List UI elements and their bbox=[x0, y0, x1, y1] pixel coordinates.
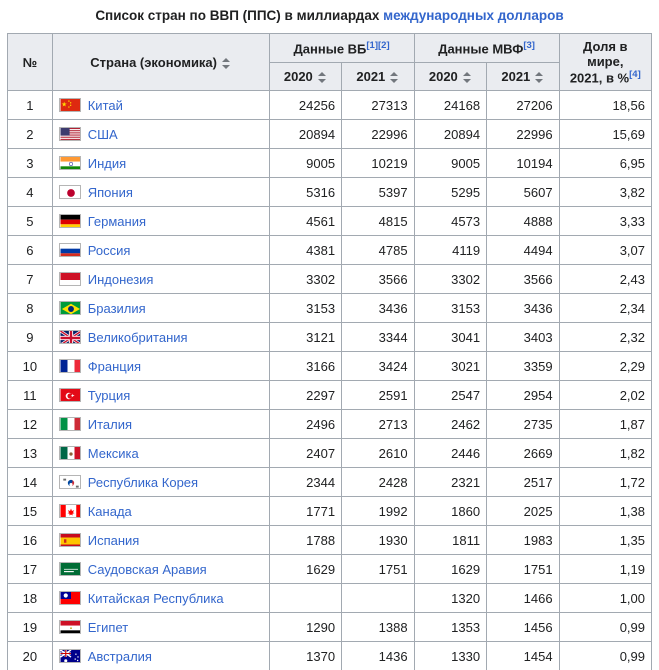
cell-world-share: 1,87 bbox=[559, 410, 651, 439]
table-row bbox=[8, 584, 652, 613]
table-row bbox=[8, 323, 652, 352]
cell-wb-2021: 2713 bbox=[342, 410, 415, 439]
cell-imf-2021: 1466 bbox=[487, 584, 560, 613]
cell-wb-2021: 1992 bbox=[342, 497, 415, 526]
cell-rank: 14 bbox=[8, 468, 53, 497]
cell-imf-2021: 27206 bbox=[487, 91, 560, 120]
cell-imf-2021: 3436 bbox=[487, 294, 560, 323]
sort-arrows-icon[interactable] bbox=[535, 72, 544, 83]
cell-wb-2021: 3436 bbox=[342, 294, 415, 323]
cell-wb-2020: 2496 bbox=[269, 410, 342, 439]
header-wb-2020[interactable] bbox=[269, 63, 342, 91]
header-imf-refs[interactable]: [3] bbox=[523, 39, 535, 51]
flag-icon bbox=[59, 127, 81, 141]
country-link[interactable]: Австралия bbox=[87, 648, 152, 664]
flag-icon bbox=[59, 185, 81, 199]
header-imf-2020-label: 2020 bbox=[428, 69, 458, 85]
cell-rank: 13 bbox=[8, 439, 53, 468]
cell-rank: 9 bbox=[8, 323, 53, 352]
flag-icon bbox=[59, 533, 81, 547]
flag-icon bbox=[59, 417, 81, 431]
table-row bbox=[8, 410, 652, 439]
cell-imf-2021: 5607 bbox=[487, 178, 560, 207]
table-row bbox=[8, 236, 652, 265]
cell-wb-2020: 1771 bbox=[269, 497, 342, 526]
country-link[interactable]: Турция bbox=[87, 387, 131, 403]
country-link[interactable]: Франция bbox=[87, 358, 142, 374]
cell-rank: 15 bbox=[8, 497, 53, 526]
cell-country bbox=[52, 149, 269, 178]
cell-wb-2021: 27313 bbox=[342, 91, 415, 120]
cell-imf-2020: 3021 bbox=[414, 352, 487, 381]
cell-wb-2021: 3566 bbox=[342, 265, 415, 294]
cell-wb-2020: 2344 bbox=[269, 468, 342, 497]
cell-rank: 17 bbox=[8, 555, 53, 584]
cell-wb-2021: 4785 bbox=[342, 236, 415, 265]
cell-world-share: 18,56 bbox=[559, 91, 651, 120]
country-link[interactable]: Китайская Республика bbox=[87, 590, 224, 606]
header-wb-2021-label: 2021 bbox=[356, 69, 386, 85]
cell-imf-2020: 1629 bbox=[414, 555, 487, 584]
header-wb-label: Данные ВБ bbox=[293, 41, 367, 57]
table-row bbox=[8, 555, 652, 584]
cell-imf-2020: 1330 bbox=[414, 642, 487, 670]
cell-country bbox=[52, 352, 269, 381]
header-wb-2020-label: 2020 bbox=[283, 69, 313, 85]
cell-imf-2020: 24168 bbox=[414, 91, 487, 120]
cell-country bbox=[52, 613, 269, 642]
cell-imf-2021: 1983 bbox=[487, 526, 560, 555]
cell-rank: 7 bbox=[8, 265, 53, 294]
cell-wb-2021: 1930 bbox=[342, 526, 415, 555]
cell-imf-2021: 2025 bbox=[487, 497, 560, 526]
flag-icon bbox=[59, 359, 81, 373]
sort-arrows-icon[interactable] bbox=[318, 72, 327, 83]
country-link[interactable]: Россия bbox=[87, 242, 131, 258]
country-link[interactable]: Бразилия bbox=[87, 300, 146, 316]
cell-wb-2021: 5397 bbox=[342, 178, 415, 207]
cell-rank: 18 bbox=[8, 584, 53, 613]
table-row bbox=[8, 294, 652, 323]
sort-arrows-icon[interactable] bbox=[222, 58, 231, 69]
cell-country bbox=[52, 439, 269, 468]
flag-icon bbox=[59, 301, 81, 315]
country-link[interactable]: Япония bbox=[87, 184, 133, 200]
cell-country bbox=[52, 526, 269, 555]
cell-world-share: 6,95 bbox=[559, 149, 651, 178]
header-imf-2021[interactable] bbox=[487, 63, 560, 91]
cell-country bbox=[52, 91, 269, 120]
country-link[interactable]: США bbox=[87, 126, 118, 142]
table-row bbox=[8, 642, 652, 670]
cell-imf-2020: 2547 bbox=[414, 381, 487, 410]
international-dollars-link[interactable]: международных долларов bbox=[383, 8, 564, 23]
cell-imf-2020: 3153 bbox=[414, 294, 487, 323]
cell-imf-2020: 20894 bbox=[414, 120, 487, 149]
table-header-row-1 bbox=[8, 33, 652, 62]
flag-icon bbox=[59, 272, 81, 286]
cell-wb-2020: 2407 bbox=[269, 439, 342, 468]
cell-country bbox=[52, 497, 269, 526]
header-share-ref[interactable]: [4] bbox=[629, 68, 641, 80]
cell-wb-2020: 5316 bbox=[269, 178, 342, 207]
cell-wb-2021: 3424 bbox=[342, 352, 415, 381]
cell-rank: 16 bbox=[8, 526, 53, 555]
table-row bbox=[8, 497, 652, 526]
cell-imf-2020: 1320 bbox=[414, 584, 487, 613]
cell-imf-2021: 4888 bbox=[487, 207, 560, 236]
header-share-line2: 2021, в % bbox=[569, 70, 630, 86]
cell-wb-2021: 4815 bbox=[342, 207, 415, 236]
cell-world-share: 3,33 bbox=[559, 207, 651, 236]
cell-world-share: 3,07 bbox=[559, 236, 651, 265]
cell-imf-2021: 2735 bbox=[487, 410, 560, 439]
cell-rank: 8 bbox=[8, 294, 53, 323]
cell-rank: 10 bbox=[8, 352, 53, 381]
cell-wb-2020: 3121 bbox=[269, 323, 342, 352]
cell-country bbox=[52, 120, 269, 149]
cell-wb-2021: 1436 bbox=[342, 642, 415, 670]
cell-imf-2020: 1811 bbox=[414, 526, 487, 555]
sort-arrows-icon[interactable] bbox=[390, 72, 399, 83]
cell-wb-2021 bbox=[342, 584, 415, 613]
country-link[interactable]: Индонезия bbox=[87, 271, 154, 287]
cell-country bbox=[52, 236, 269, 265]
cell-imf-2021: 3566 bbox=[487, 265, 560, 294]
header-imf-2020[interactable] bbox=[414, 63, 487, 91]
cell-imf-2021: 2954 bbox=[487, 381, 560, 410]
cell-imf-2021: 1456 bbox=[487, 613, 560, 642]
table-row bbox=[8, 265, 652, 294]
cell-wb-2020: 4561 bbox=[269, 207, 342, 236]
cell-rank: 4 bbox=[8, 178, 53, 207]
flag-icon bbox=[59, 98, 81, 112]
cell-imf-2021: 3403 bbox=[487, 323, 560, 352]
cell-wb-2020: 24256 bbox=[269, 91, 342, 120]
flag-icon bbox=[59, 214, 81, 228]
cell-rank: 3 bbox=[8, 149, 53, 178]
flag-icon bbox=[59, 475, 81, 489]
cell-wb-2020: 9005 bbox=[269, 149, 342, 178]
country-link[interactable]: Великобритания bbox=[87, 329, 188, 345]
cell-rank: 1 bbox=[8, 91, 53, 120]
cell-imf-2021: 10194 bbox=[487, 149, 560, 178]
cell-world-share: 2,29 bbox=[559, 352, 651, 381]
table-row bbox=[8, 352, 652, 381]
cell-rank: 19 bbox=[8, 613, 53, 642]
cell-wb-2021: 3344 bbox=[342, 323, 415, 352]
cell-imf-2020: 2321 bbox=[414, 468, 487, 497]
cell-wb-2021: 2428 bbox=[342, 468, 415, 497]
flag-icon bbox=[59, 156, 81, 170]
cell-wb-2021: 1388 bbox=[342, 613, 415, 642]
flag-icon bbox=[59, 446, 81, 460]
cell-world-share: 2,02 bbox=[559, 381, 651, 410]
cell-country bbox=[52, 642, 269, 670]
cell-rank: 2 bbox=[8, 120, 53, 149]
table-row bbox=[8, 468, 652, 497]
cell-world-share: 3,82 bbox=[559, 178, 651, 207]
cell-imf-2021: 2517 bbox=[487, 468, 560, 497]
cell-imf-2021: 1751 bbox=[487, 555, 560, 584]
cell-wb-2021: 22996 bbox=[342, 120, 415, 149]
cell-imf-2020: 9005 bbox=[414, 149, 487, 178]
cell-world-share: 1,35 bbox=[559, 526, 651, 555]
country-link[interactable]: Мексика bbox=[87, 445, 139, 461]
cell-imf-2020: 4573 bbox=[414, 207, 487, 236]
cell-country bbox=[52, 323, 269, 352]
country-link[interactable]: Италия bbox=[87, 416, 133, 432]
country-link[interactable]: Китай bbox=[87, 97, 123, 113]
cell-wb-2021: 10219 bbox=[342, 149, 415, 178]
cell-world-share: 15,69 bbox=[559, 120, 651, 149]
country-link[interactable]: Германия bbox=[87, 213, 147, 229]
header-imf-group bbox=[414, 33, 559, 62]
table-row bbox=[8, 149, 652, 178]
sort-arrows-icon[interactable] bbox=[463, 72, 472, 83]
header-wb-group bbox=[269, 33, 414, 62]
cell-imf-2021: 3359 bbox=[487, 352, 560, 381]
header-country-label: Страна (экономика) bbox=[90, 54, 217, 70]
table-row bbox=[8, 439, 652, 468]
cell-imf-2021: 1454 bbox=[487, 642, 560, 670]
cell-wb-2020: 3166 bbox=[269, 352, 342, 381]
cell-wb-2021: 2591 bbox=[342, 381, 415, 410]
country-link[interactable]: Египет bbox=[87, 619, 129, 635]
table-row bbox=[8, 613, 652, 642]
table-row bbox=[8, 91, 652, 120]
table-row bbox=[8, 207, 652, 236]
cell-country bbox=[52, 207, 269, 236]
cell-country bbox=[52, 381, 269, 410]
cell-imf-2020: 1353 bbox=[414, 613, 487, 642]
country-link[interactable]: Республика Корея bbox=[87, 474, 199, 490]
cell-world-share: 1,72 bbox=[559, 468, 651, 497]
flag-icon bbox=[59, 591, 81, 605]
country-link[interactable]: Индия bbox=[87, 155, 127, 171]
cell-wb-2021: 2610 bbox=[342, 439, 415, 468]
cell-world-share: 2,34 bbox=[559, 294, 651, 323]
cell-wb-2020: 2297 bbox=[269, 381, 342, 410]
cell-world-share: 2,43 bbox=[559, 265, 651, 294]
table-row bbox=[8, 526, 652, 555]
cell-wb-2020: 3153 bbox=[269, 294, 342, 323]
table-row bbox=[8, 120, 652, 149]
cell-world-share: 0,99 bbox=[559, 613, 651, 642]
header-rank[interactable] bbox=[8, 33, 53, 90]
cell-country bbox=[52, 468, 269, 497]
flag-icon bbox=[59, 243, 81, 257]
header-rank-label: № bbox=[22, 54, 38, 70]
cell-wb-2021: 1751 bbox=[342, 555, 415, 584]
cell-wb-2020 bbox=[269, 584, 342, 613]
cell-wb-2020: 3302 bbox=[269, 265, 342, 294]
gdp-ppp-table bbox=[7, 33, 652, 670]
cell-country bbox=[52, 410, 269, 439]
flag-icon bbox=[59, 562, 81, 576]
table-body bbox=[8, 91, 652, 670]
cell-world-share: 0,99 bbox=[559, 642, 651, 670]
table-head bbox=[8, 33, 652, 90]
cell-imf-2021: 4494 bbox=[487, 236, 560, 265]
cell-rank: 12 bbox=[8, 410, 53, 439]
cell-imf-2020: 3302 bbox=[414, 265, 487, 294]
header-imf-label: Данные МВФ bbox=[438, 41, 524, 57]
header-share-line1: Доля в мире, bbox=[583, 38, 628, 69]
cell-imf-2020: 5295 bbox=[414, 178, 487, 207]
header-wb-refs[interactable]: [1][2] bbox=[366, 39, 390, 51]
cell-rank: 6 bbox=[8, 236, 53, 265]
cell-wb-2020: 1290 bbox=[269, 613, 342, 642]
flag-icon bbox=[59, 504, 81, 518]
cell-imf-2021: 2669 bbox=[487, 439, 560, 468]
table-row bbox=[8, 178, 652, 207]
cell-imf-2021: 22996 bbox=[487, 120, 560, 149]
cell-rank: 11 bbox=[8, 381, 53, 410]
header-wb-2021[interactable] bbox=[342, 63, 415, 91]
cell-rank: 20 bbox=[8, 642, 53, 670]
table-row bbox=[8, 381, 652, 410]
cell-imf-2020: 2462 bbox=[414, 410, 487, 439]
header-world-share bbox=[559, 33, 651, 90]
cell-wb-2020: 4381 bbox=[269, 236, 342, 265]
cell-wb-2020: 1370 bbox=[269, 642, 342, 670]
header-imf-2021-label: 2021 bbox=[501, 69, 531, 85]
country-link[interactable]: Канада bbox=[87, 503, 132, 519]
page-title-text: Список стран по ВВП (ППС) в миллиардах bbox=[95, 8, 384, 23]
country-link[interactable]: Испания bbox=[87, 532, 140, 548]
cell-wb-2020: 20894 bbox=[269, 120, 342, 149]
cell-wb-2020: 1788 bbox=[269, 526, 342, 555]
flag-icon bbox=[59, 649, 81, 663]
cell-world-share: 1,38 bbox=[559, 497, 651, 526]
cell-rank: 5 bbox=[8, 207, 53, 236]
cell-world-share: 1,82 bbox=[559, 439, 651, 468]
cell-imf-2020: 1860 bbox=[414, 497, 487, 526]
cell-imf-2020: 2446 bbox=[414, 439, 487, 468]
cell-imf-2020: 4119 bbox=[414, 236, 487, 265]
page-title bbox=[0, 0, 659, 33]
cell-country bbox=[52, 584, 269, 613]
cell-country bbox=[52, 294, 269, 323]
cell-imf-2020: 3041 bbox=[414, 323, 487, 352]
cell-country bbox=[52, 178, 269, 207]
cell-world-share: 1,19 bbox=[559, 555, 651, 584]
cell-wb-2020: 1629 bbox=[269, 555, 342, 584]
flag-icon bbox=[59, 388, 81, 402]
cell-country bbox=[52, 265, 269, 294]
cell-world-share: 2,32 bbox=[559, 323, 651, 352]
header-country[interactable] bbox=[52, 33, 269, 90]
cell-country bbox=[52, 555, 269, 584]
flag-icon bbox=[59, 330, 81, 344]
flag-icon bbox=[59, 620, 81, 634]
cell-world-share: 1,00 bbox=[559, 584, 651, 613]
country-link[interactable]: Саудовская Аравия bbox=[87, 561, 207, 577]
